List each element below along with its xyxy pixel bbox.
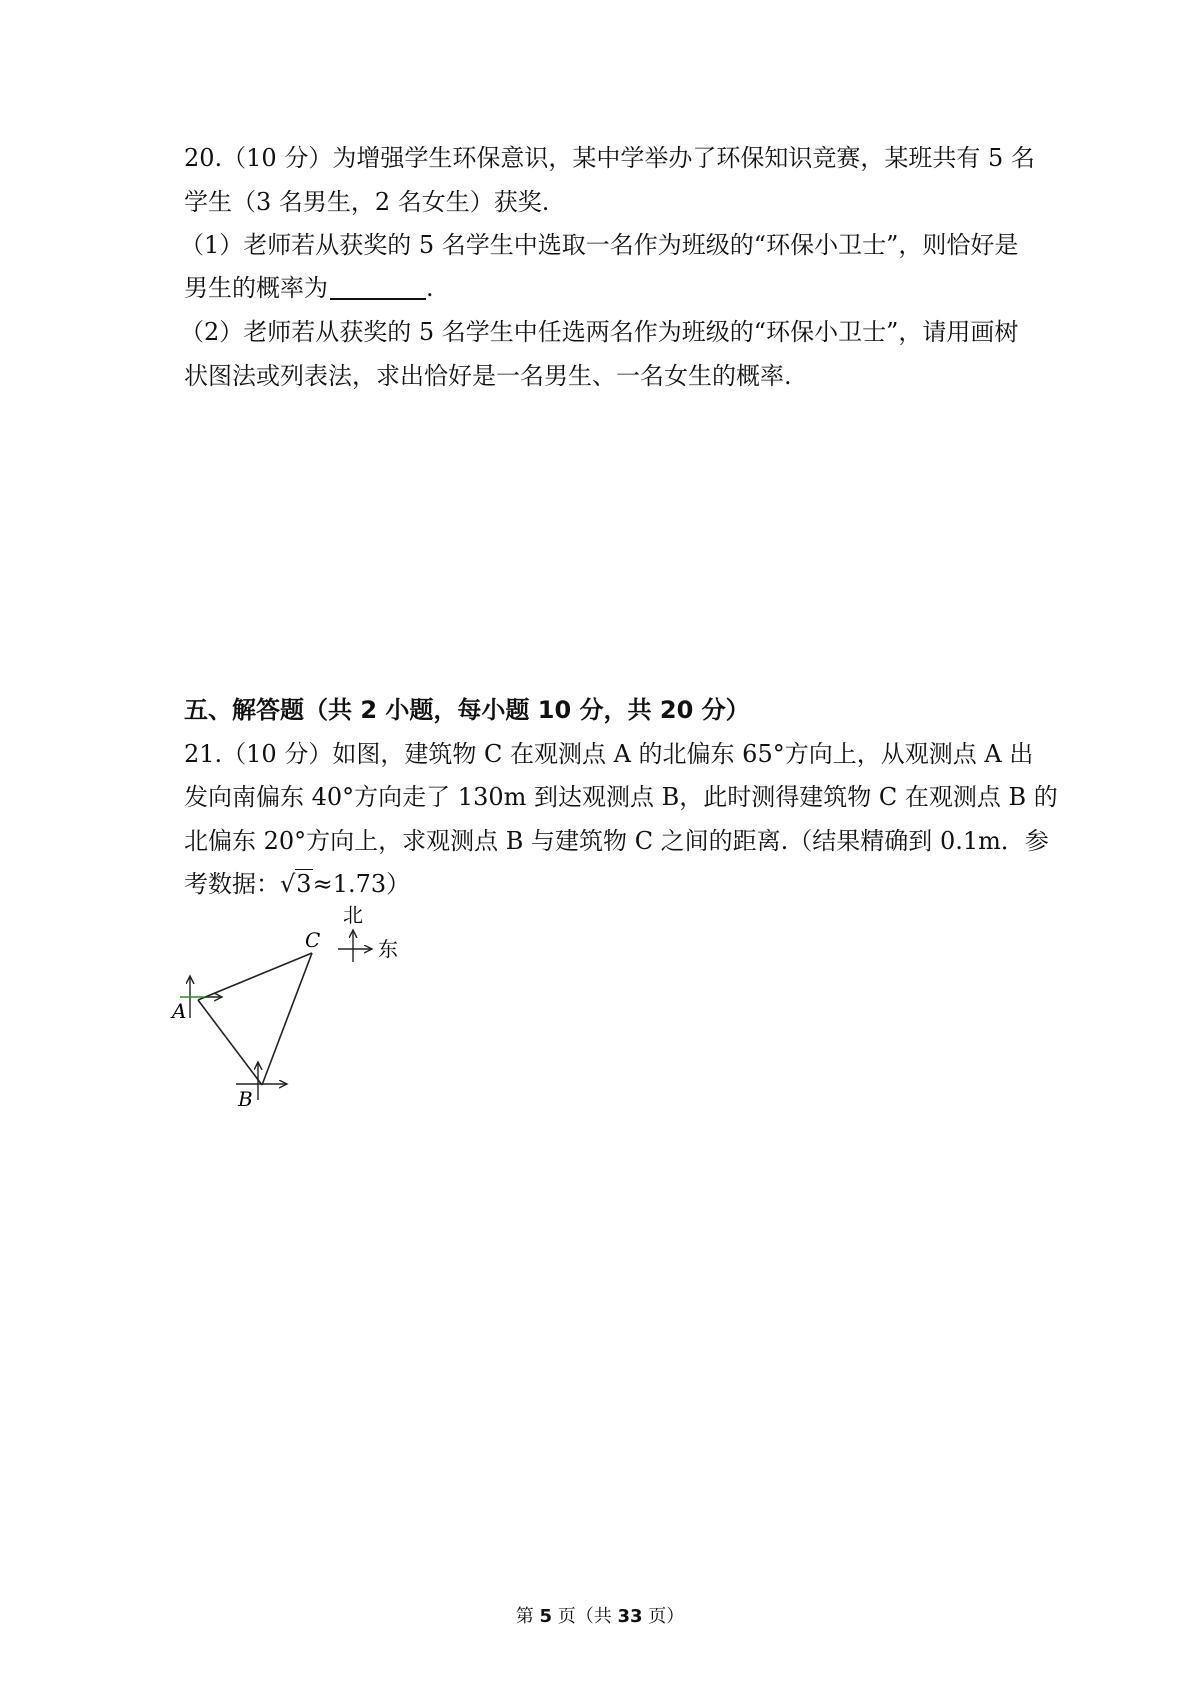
q21-line-2: 发向南偏东 40°方向走了 130m 到达观测点 B，此时测得建筑物 C 在观测点 B 的 bbox=[184, 783, 1058, 811]
q20-part1-text: 男生的概率为 bbox=[184, 274, 328, 302]
q21-line-1: 21.（10 分）如图，建筑物 C 在观测点 A 的北偏东 65°方向上，从观测点 A 出 bbox=[184, 740, 1034, 768]
page-footer bbox=[0, 1602, 1200, 1628]
footer-middle: 页（共 bbox=[552, 1606, 618, 1627]
east-label: 东 bbox=[378, 937, 398, 961]
segment-ab bbox=[198, 1000, 262, 1085]
sqrt-expression: √3 bbox=[280, 870, 312, 898]
point-label-b: B bbox=[238, 1087, 253, 1111]
north-label: 北 bbox=[343, 903, 363, 927]
direction-legend bbox=[338, 903, 398, 962]
q20-part1-end: . bbox=[426, 274, 434, 302]
q21-line-3: 北偏东 20°方向上，求观测点 B 与建筑物 C 之间的距离.（结果精确到 0.1m．参 bbox=[184, 827, 1049, 855]
segment-cb bbox=[262, 953, 312, 1085]
point-label-c: C bbox=[305, 928, 321, 952]
q21-data-suffix: ≈1.73） bbox=[312, 870, 411, 898]
q20-part2-line-1: （2）老师若从获奖的 5 名学生中任选两名作为班级的“环保小卫士”，请用画树 bbox=[180, 318, 1019, 346]
sqrt-radicand: 3 bbox=[296, 870, 312, 898]
section-heading: 五、解答题（共 2 小题，每小题 10 分，共 20 分） bbox=[184, 696, 750, 724]
footer-suffix: 页） bbox=[642, 1606, 685, 1627]
q20-part2-line-2: 状图法或列表法，求出恰好是一名男生、一名女生的概率. bbox=[184, 362, 792, 390]
page-number: 5 bbox=[539, 1606, 552, 1627]
total-pages: 33 bbox=[617, 1606, 643, 1627]
q20-part1-line-1: （1）老师若从获奖的 5 名学生中选取一名作为班级的“环保小卫士”，则恰好是 bbox=[180, 231, 1019, 259]
q21-data-prefix: 考数据： bbox=[184, 870, 280, 898]
footer-prefix: 第 bbox=[515, 1606, 540, 1627]
segment-ac bbox=[198, 953, 312, 1000]
point-label-a: A bbox=[172, 999, 187, 1023]
q20-line-1: 20.（10 分）为增强学生环保意识，某中学举办了环保知识竞赛，某班共有 5 名 bbox=[184, 144, 1035, 172]
q20-line-2: 学生（3 名男生，2 名女生）获奖. bbox=[184, 188, 550, 216]
